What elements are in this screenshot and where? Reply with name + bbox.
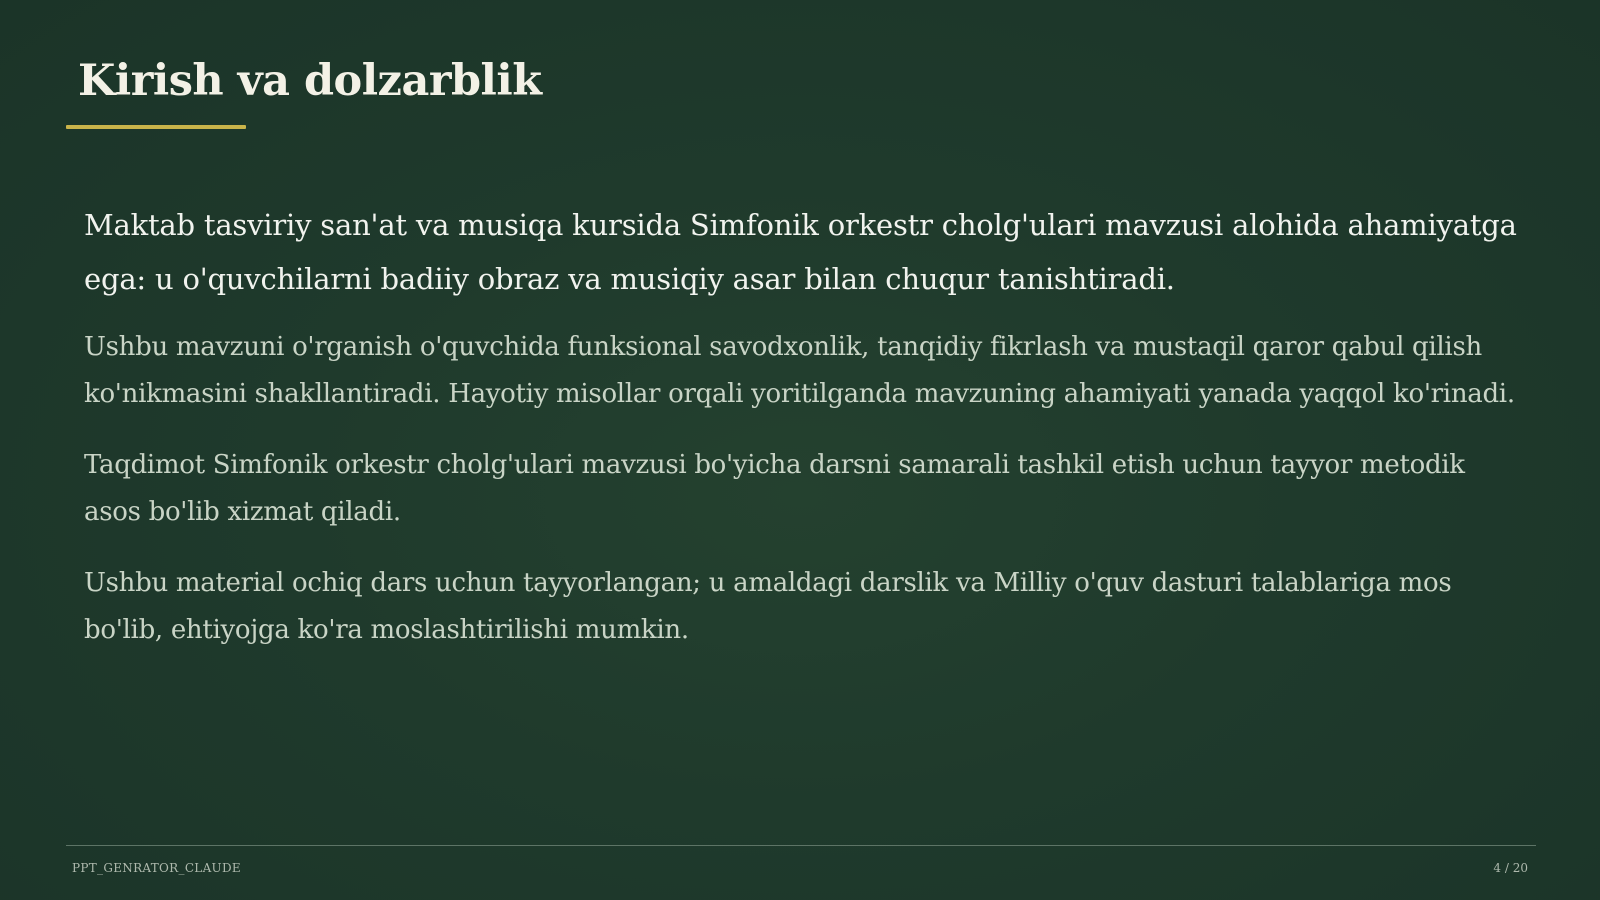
body-paragraph-2: Taqdimot Simfonik orkestr cholg'ulari mavzusi bo'yicha darsni samarali tashkil etish uchun tayyor metodik asos bo'lib xizmat qiladi. xyxy=(84,450,1465,527)
title-underline xyxy=(66,125,246,129)
footer-brand: PPT_GENRATOR_CLAUDE xyxy=(72,861,241,875)
slide-title: Kirish va dolzarblik xyxy=(78,56,542,106)
body-paragraph-1: Ushbu mavzuni o'rganish o'quvchida funksional savodxonlik, tanqidiy fikrlash va mustaqil qaror qabul qilish ko'nikmasini shakllantiradi. Hayotiy misollar orqali yoritilganda mavzuning ahamiyati yanada yaqqol ko'rinadi. xyxy=(84,332,1515,409)
footer-divider xyxy=(66,845,1536,846)
lead-paragraph: Maktab tasviriy san'at va musiqa kursida Simfonik orkestr cholg'ulari mavzusi alohida ahamiyatga ega: u o'quvchilarni badiiy obraz va musiqiy asar bilan chuqur tanishtiradi. xyxy=(84,208,1517,296)
slide-content xyxy=(84,198,1524,678)
page-indicator: 4 / 20 xyxy=(1493,861,1528,875)
body-paragraph-3: Ushbu material ochiq dars uchun tayyorlangan; u amaldagi darslik va Milliy o'quv dasturi talablariga mos bo'lib, ehtiyojga ko'ra moslashtirilishi mumkin. xyxy=(84,568,1452,645)
